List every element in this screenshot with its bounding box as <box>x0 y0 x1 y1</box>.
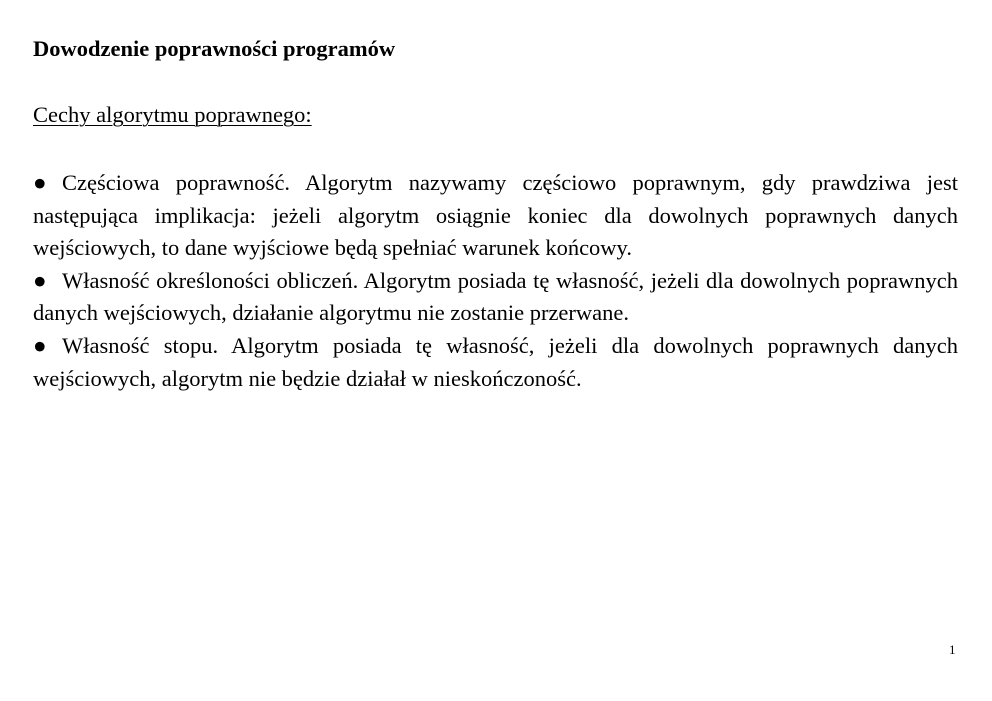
page-number: 1 <box>949 642 956 657</box>
list-item <box>33 167 958 265</box>
list-item <box>33 265 958 330</box>
document-title: Dowodzenie poprawności programów <box>33 36 396 61</box>
list-item-text: Własność określoności obliczeń. Algorytm posiada tę własność, jeżeli dla dowolnych poprawnych danych wejściowych, działanie algorytmu nie zostanie przerwane. <box>33 267 958 326</box>
list-item-text: Częściowa poprawność. Algorytm nazywamy częściowo poprawnym, gdy prawdziwa jest następująca implikacja: jeżeli algorytm osiągnie koniec dla dowolnych poprawnych danych wejściowych, to dane wyjściowe będą spełniać warunek końcowy. <box>33 170 958 261</box>
bullet-icon: ● <box>33 267 47 293</box>
list-item <box>33 330 958 395</box>
bullet-icon: ● <box>33 170 47 195</box>
properties-list <box>33 167 958 395</box>
list-item-text: Własność stopu. Algorytm posiada tę własność, jeżeli dla dowolnych poprawnych danych wejściowych, algorytm nie będzie działał w nieskończoność. <box>33 332 958 391</box>
document-page <box>33 33 958 395</box>
section-heading: Cechy algorytmu poprawnego: <box>33 102 312 127</box>
bullet-icon: ● <box>33 332 47 358</box>
